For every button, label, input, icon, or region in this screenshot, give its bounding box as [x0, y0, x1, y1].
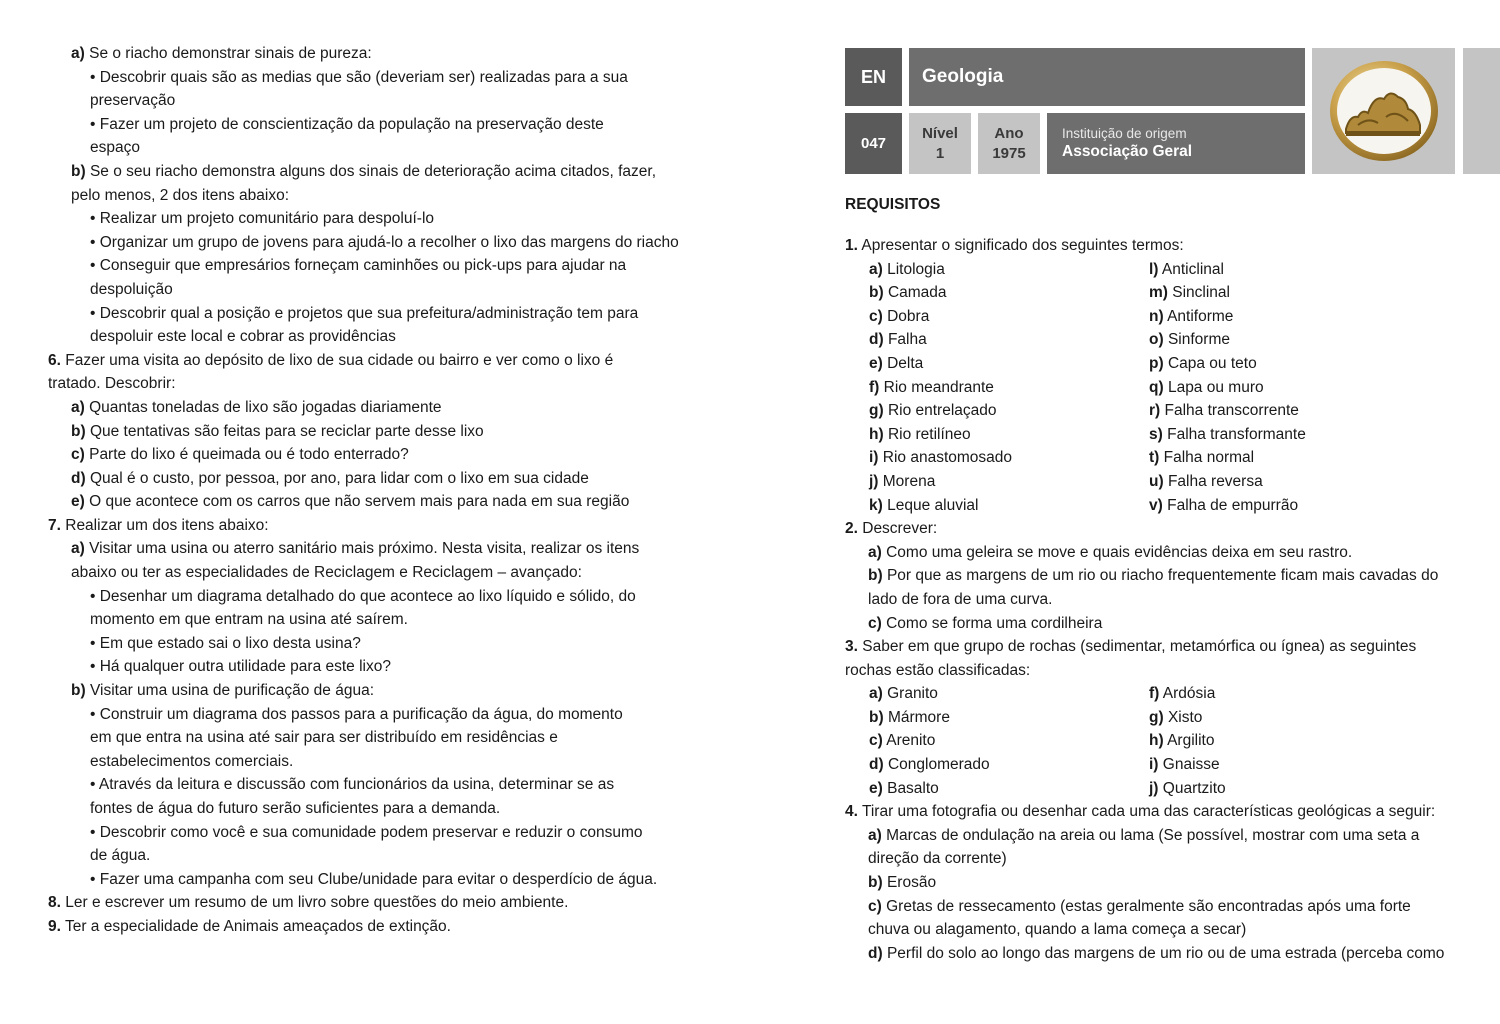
institution-value: Associação Geral — [1062, 143, 1193, 160]
text-line: a) Litologia — [869, 260, 945, 278]
text-line: • Através da leitura e discussão com funcionários da usina, determinar se as — [90, 776, 615, 794]
text-line: momento em que entram na usina até saírem. — [90, 611, 408, 629]
text-line: a) Se o riacho demonstrar sinais de pureza: — [71, 45, 372, 62]
text-line: • Há qualquer outra utilidade para este lixo? — [90, 658, 391, 676]
text-line: • Descobrir como você e sua comunidade podem preservar e reduzir o consumo — [90, 823, 643, 841]
text-line: a) Granito — [869, 685, 938, 703]
text-line: estabelecimentos comerciais. — [90, 752, 294, 770]
text-line: b) Camada — [869, 284, 947, 302]
text-line: • Fazer uma campanha com seu Clube/unidade para evitar o desperdício de água. — [90, 870, 658, 888]
text-line: l) Anticlinal — [1149, 260, 1224, 278]
text-line: c) Como se forma uma cordilheira — [868, 614, 1103, 632]
text-line: rochas estão classificadas: — [845, 661, 1031, 679]
text-line: tratado. Descobrir: — [48, 375, 176, 393]
text-line: i) Rio anastomosado — [869, 449, 1013, 467]
text-line: b) Mármore — [869, 708, 950, 726]
text-line: 8. Ler e escrever um resumo de um livro sobre questões do meio ambiente. — [48, 894, 569, 912]
text-line: j) Quartzito — [1149, 779, 1226, 797]
text-line: g) Xisto — [1149, 708, 1203, 726]
text-line: h) Rio retilíneo — [869, 425, 971, 443]
text-line: u) Falha reversa — [1149, 472, 1263, 490]
institution-box — [1047, 113, 1305, 174]
text-line: espaço — [90, 139, 140, 157]
text-line: j) Morena — [869, 472, 936, 490]
text-line: b) Que tentativas são feitas para se reciclar parte desse lixo — [71, 422, 484, 440]
text-line: • Desenhar um diagrama detalhado do que acontece ao lixo líquido e sólido, do — [90, 587, 636, 605]
rocks-list — [845, 682, 1465, 800]
text-line: c) Parte do lixo é queimada ou é todo enterrado? — [71, 446, 409, 464]
terms-list — [845, 258, 1465, 518]
requirement-4 — [845, 800, 1465, 965]
text-line: 9. Ter a especialidade de Animais ameaçados de extinção. — [48, 917, 451, 935]
requirement-1: 1. Apresentar o significado dos seguintes termos: — [845, 237, 1184, 254]
text-line: fontes de água do futuro serão suficientes para a demanda. — [90, 800, 501, 817]
text-line: despoluir este local e cobrar as providências — [90, 328, 396, 346]
specialty-header — [845, 48, 1500, 174]
text-line: 3. Saber em que grupo de rochas (sedimentar, metamórfica ou ígnea) as seguintes — [845, 638, 1417, 656]
specialty-number: 047 — [845, 113, 902, 174]
header-side-strip — [1463, 48, 1500, 174]
level-label: Nível — [922, 124, 958, 142]
text-line: 2. Descrever: — [845, 520, 938, 538]
year-label: Ano — [994, 124, 1024, 142]
text-line: 7. Realizar um dos itens abaixo: — [48, 516, 269, 534]
text-line: b) Erosão — [868, 874, 937, 892]
geology-badge-icon — [1312, 48, 1455, 174]
specialty-title: Geologia — [909, 48, 1305, 106]
text-line: q) Lapa ou muro — [1149, 378, 1264, 396]
year-box — [978, 113, 1040, 174]
level-value: 1 — [935, 144, 945, 162]
text-line: v) Falha de empurrão — [1149, 496, 1299, 514]
text-line: e) O que acontece com os carros que não servem mais para nada em sua região — [71, 493, 630, 511]
text-line: m) Sinclinal — [1149, 284, 1230, 302]
text-line: preservação — [90, 92, 176, 110]
text-line: 4. Tirar uma fotografia ou desenhar cada uma das características geológicas a seguir: — [845, 803, 1436, 821]
text-line: e) Basalto — [869, 779, 939, 797]
text-line: c) Dobra — [869, 307, 930, 325]
text-line: de água. — [90, 847, 151, 865]
requirements-2-3 — [845, 517, 1465, 682]
text-line: f) Ardósia — [1149, 685, 1216, 703]
text-line: t) Falha normal — [1149, 449, 1255, 467]
text-line: r) Falha transcorrente — [1149, 402, 1299, 420]
text-line: b) Por que as margens de um rio ou riacho frequentemente ficam mais cavadas do — [868, 567, 1439, 585]
text-line: d) Conglomerado — [869, 756, 990, 774]
text-line: • Descobrir quais são as medias que são (deveriam ser) realizadas para a sua — [90, 68, 628, 86]
text-line: chuva ou alagamento, quando a lama começa a secar) — [868, 921, 1247, 939]
language-code: EN — [845, 48, 902, 106]
text-line: c) Arenito — [869, 732, 936, 750]
text-line: s) Falha transformante — [1149, 425, 1306, 443]
text-line: e) Delta — [869, 354, 924, 372]
text-line: • Construir um diagrama dos passos para a purificação da água, do momento — [90, 705, 623, 723]
left-page-text — [48, 42, 679, 939]
text-line: direção da corrente) — [868, 850, 1007, 868]
text-line: d) Perfil do solo ao longo das margens de um rio ou de uma estrada (perceba como — [868, 944, 1445, 962]
text-line: a) Quantas toneladas de lixo são jogadas diariamente — [71, 398, 442, 416]
text-line: g) Rio entrelaçado — [869, 402, 997, 420]
text-line: • Fazer um projeto de conscientização da população na preservação deste — [90, 115, 604, 133]
text-line: c) Gretas de ressecamento (estas geralmente são encontradas após uma forte — [868, 897, 1411, 915]
text-line: p) Capa ou teto — [1149, 354, 1257, 372]
text-line: k) Leque aluvial — [869, 496, 979, 514]
text-line: i) Gnaisse — [1149, 756, 1220, 774]
text-line: a) Como uma geleira se move e quais evidências deixa em seu rastro. — [868, 543, 1353, 561]
text-line: • Em que estado sai o lixo desta usina? — [90, 634, 361, 652]
text-line: lado de fora de uma curva. — [868, 590, 1053, 608]
text-line: a) Visitar uma usina ou aterro sanitário mais próximo. Nesta visita, realizar os itens — [71, 540, 640, 558]
text-line: h) Argilito — [1149, 732, 1215, 750]
text-line: b) Visitar uma usina de purificação de água: — [71, 682, 375, 700]
text-line: o) Sinforme — [1149, 331, 1230, 349]
requirements-title: REQUISITOS — [845, 196, 941, 213]
text-line: d) Falha — [869, 331, 927, 349]
text-line: • Organizar um grupo de jovens para ajudá-lo a recolher o lixo das margens do riacho — [90, 233, 679, 251]
text-line: n) Antiforme — [1149, 307, 1234, 325]
institution-label: Instituição de origem — [1062, 126, 1187, 141]
text-line: • Conseguir que empresários forneçam caminhões ou pick-ups para ajudar na — [90, 257, 627, 275]
text-line: d) Qual é o custo, por pessoa, por ano, para lidar com o lixo em sua cidade — [71, 469, 589, 487]
requirements-list — [845, 234, 1465, 965]
text-line: pelo menos, 2 dos itens abaixo: — [71, 186, 289, 204]
text-line: • Descobrir qual a posição e projetos que sua prefeitura/administração tem para — [90, 304, 639, 322]
text-line: b) Se o seu riacho demonstra alguns dos sinais de deterioração acima citados, fazer, — [71, 162, 657, 180]
level-box — [909, 113, 971, 174]
text-line: a) Marcas de ondulação na areia ou lama (Se possível, mostrar com uma seta a — [868, 826, 1420, 844]
text-line: • Realizar um projeto comunitário para despoluí-lo — [90, 210, 435, 228]
text-line: despoluição — [90, 280, 173, 298]
year-value: 1975 — [992, 144, 1026, 162]
text-line: abaixo ou ter as especialidades de Reciclagem e Reciclagem – avançado: — [71, 564, 582, 582]
text-line: f) Rio meandrante — [869, 378, 994, 396]
text-line: em que entra na usina até sair para ser distribuído em residências e — [90, 729, 558, 747]
text-line: 6. Fazer uma visita ao depósito de lixo de sua cidade ou bairro e ver como o lixo é — [48, 351, 614, 369]
